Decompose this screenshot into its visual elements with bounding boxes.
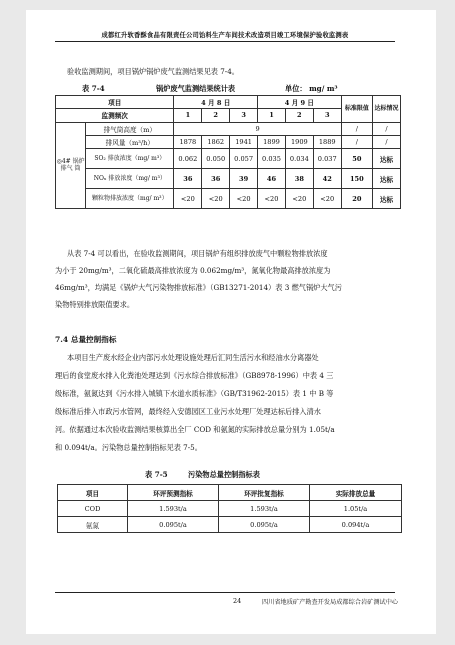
- status-cell: /: [373, 122, 401, 135]
- table-cell: 0.095t/a: [219, 517, 310, 533]
- para2-line: 级标准，氨氮达到《污水排入城镇下水道水质标准》（GB/T31962-2015）表 1 中 B 等: [55, 389, 334, 398]
- col-freq: 监测频次: [56, 109, 174, 122]
- merged-cell: 9: [174, 122, 341, 135]
- col-status: 达标情况: [373, 96, 401, 123]
- value-cell: 1899: [258, 135, 286, 148]
- col-day1: 4 月 8 日: [174, 96, 258, 109]
- table-cell: 1.593t/a: [128, 501, 219, 517]
- exhaust-table: [55, 95, 401, 209]
- value-cell: 0.057: [230, 149, 258, 169]
- para2-line: 级标准后排入市政污水管网，最终经入安德园区工业污水处理厂处理达标后排入清水: [55, 407, 321, 416]
- table-cell: 1.05t/a: [310, 501, 402, 517]
- row-label: SO₂ 排放浓度（mg/ m³）: [86, 149, 174, 169]
- freq-cell: 2: [285, 109, 313, 122]
- page-number: 24: [233, 597, 242, 605]
- para1-line: 为小于 20mg/m³，二氧化硫最高排放浓度为 0.062mg/m³，氮氧化物最高排放浓度为: [55, 266, 331, 275]
- freq-cell: 3: [313, 109, 341, 122]
- value-cell: 1862: [202, 135, 230, 148]
- table-cell: COD: [58, 501, 128, 517]
- value-cell: 0.037: [313, 149, 341, 169]
- limit-cell: /: [341, 122, 372, 135]
- value-cell: <20: [202, 189, 230, 209]
- value-cell: <20: [174, 189, 202, 209]
- value-cell: 39: [230, 169, 258, 189]
- table-cell: 0.094t/a: [310, 517, 402, 533]
- freq-cell: 2: [202, 109, 230, 122]
- table2-number: 表 7-5: [145, 470, 168, 479]
- footer-organization: 四川省地质矿产勘查开发局成都综合岩矿测试中心: [262, 599, 399, 606]
- value-cell: 0.062: [174, 149, 202, 169]
- freq-cell: 1: [258, 109, 286, 122]
- value-cell: 0.035: [258, 149, 286, 169]
- group-label: ◎4# 锅炉 排气 筒: [56, 122, 86, 209]
- para2-line: 本项目生产废水经企业内部污水处理设施处理后汇同生活污水和经油水分离器处: [67, 353, 319, 362]
- table1-title: 锅炉废气监测结果统计表: [156, 84, 236, 93]
- header-cell: 项目: [58, 485, 128, 501]
- value-cell: 1941: [230, 135, 258, 148]
- value-cell: <20: [285, 189, 313, 209]
- row-label: 排风量（m³/h）: [86, 135, 174, 148]
- value-cell: 1909: [285, 135, 313, 148]
- limit-cell: 50: [341, 149, 372, 169]
- table1-number: 表 7-4: [82, 84, 105, 93]
- value-cell: 1878: [174, 135, 202, 148]
- value-cell: 36: [174, 169, 202, 189]
- value-cell: 42: [313, 169, 341, 189]
- freq-cell: 3: [230, 109, 258, 122]
- header-cell: 环评预测指标: [128, 485, 219, 501]
- table-cell: 1.593t/a: [219, 501, 310, 517]
- row-label: NOₓ 排放浓度（mg/ m³）: [86, 169, 174, 189]
- value-cell: 1889: [313, 135, 341, 148]
- limit-cell: 20: [341, 189, 372, 209]
- value-cell: 46: [258, 169, 286, 189]
- row-label: 颗粒物排放浓度（mg/ m³）: [86, 189, 174, 209]
- value-cell: 0.034: [285, 149, 313, 169]
- total-control-table: [57, 484, 402, 533]
- status-cell: 达标: [373, 169, 401, 189]
- value-cell: 0.050: [202, 149, 230, 169]
- value-cell: 38: [285, 169, 313, 189]
- section-heading: 7.4 总量控制指标: [55, 335, 117, 344]
- header-cell: 实际排放总量: [310, 485, 402, 501]
- value-cell: <20: [230, 189, 258, 209]
- para2-line: 和 0.094t/a。污染物总量控制指标见表 7-5。: [55, 443, 202, 452]
- para1-line: 46mg/m³，均满足《锅炉大气污染物排放标准》（GB13271-2014）表 3 燃气锅炉大气污: [55, 283, 342, 292]
- footer-rule: [55, 592, 395, 593]
- table-cell: 氨氮: [58, 517, 128, 533]
- col-limit: 标准限值: [341, 96, 372, 123]
- header-rule: [55, 41, 395, 42]
- para1-line: 染物特别排放限值要求。: [55, 300, 135, 309]
- page-header: 成都红升软香酥食品有限责任公司饴料生产车间技术改造项目竣工环境保护验收监测表: [101, 32, 349, 39]
- col-day2: 4 月 9 日: [258, 96, 342, 109]
- intro-text: 验收监测期间，项目锅炉锅炉废气监测结果见表 7-4。: [67, 67, 239, 76]
- value-cell: 36: [202, 169, 230, 189]
- status-cell: 达标: [373, 149, 401, 169]
- status-cell: /: [373, 135, 401, 148]
- table-cell: 0.095t/a: [128, 517, 219, 533]
- status-cell: 达标: [373, 189, 401, 209]
- para2-line: 理后的食堂废水排入化粪池处理达到《污水综合排放标准》（GB8978-1996）中表 4 三: [55, 371, 334, 380]
- row-label: 排气筒高度（m）: [86, 122, 174, 135]
- header-cell: 环评批复指标: [219, 485, 310, 501]
- col-project: 项目: [56, 96, 174, 109]
- limit-cell: 150: [341, 169, 372, 189]
- value-cell: <20: [258, 189, 286, 209]
- para1-line: 从表 7-4 可以看出，在验收监测期间，项目锅炉有组织排放废气中颗粒物排放浓度: [67, 249, 328, 258]
- para2-line: 河。依据通过本次验收监测结果核算出全厂 COD 和氨氮的实际排放总量分别为 1.05t/a: [55, 425, 335, 434]
- table2-title: 污染物总量控制指标表: [188, 470, 260, 479]
- limit-cell: /: [341, 135, 372, 148]
- value-cell: <20: [313, 189, 341, 209]
- freq-cell: 1: [174, 109, 202, 122]
- table1-unit: 单位： mg/ m³: [285, 84, 338, 93]
